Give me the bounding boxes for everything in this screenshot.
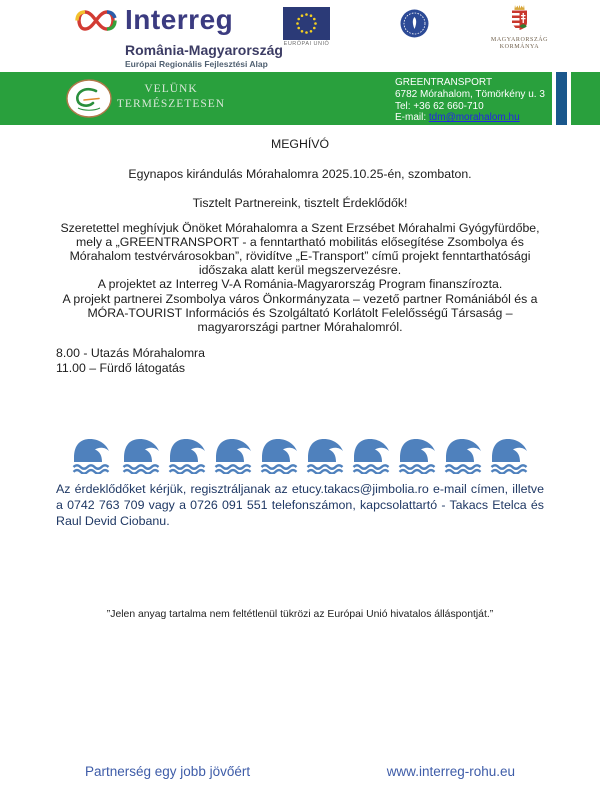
interreg-program-text: România-Magyarország <box>125 42 283 58</box>
interreg-logo <box>73 5 283 70</box>
eu-disclaimer: ”Jelen anyag tartalma nem feltétlenül tükrözi az Európai Unió hivatalos álláspontját.” <box>106 608 494 620</box>
schedule-item-1: 8.00 - Utazás Mórahalomra <box>56 346 205 361</box>
schedule-item-2: 11.00 – Fürdő látogatás <box>56 361 185 376</box>
wave-icon <box>443 436 483 474</box>
eu-flag-label: EURÓPAI UNIÓ <box>283 41 330 47</box>
interreg-brand-text: Interreg <box>125 4 234 35</box>
contact-email-label: E-mail: <box>395 112 429 124</box>
event-subtitle: Egynapos kirándulás Mórahalomra 2025.10.25-én, szombaton. <box>128 167 472 182</box>
eu-flag-icon <box>283 7 330 40</box>
hungary-coat-of-arms-icon <box>508 19 531 36</box>
banner-green-stripe <box>571 72 600 125</box>
wave-icon <box>397 436 437 474</box>
contact-block <box>395 77 545 124</box>
wave-icon <box>489 436 529 474</box>
contact-email-link[interactable]: tdm@morahalom.hu <box>428 112 520 124</box>
paragraph-invitation: Szeretettel meghívjuk Önöket Mórahalomra a Szent Erzsébet Mórahalmi Gyógyfürdőbe, mely a „GREENTRANSPORT - a fenntartható mobilitás elősegítése Zsombolya és Mórahalom testvérvárosokban”, rövidítve „E-Transport” című projekt fenntarthatósági időszaka alatt kerül megszervezésre. <box>60 220 540 278</box>
contact-org: GREENTRANSPORT <box>395 77 493 88</box>
wave-row <box>0 436 600 474</box>
banner-tagline <box>116 82 226 112</box>
schedule-list <box>0 346 600 376</box>
document-body <box>0 137 600 622</box>
contact-address: 6782 Mórahalom, Tömörkény u. 3 <box>395 88 545 100</box>
footer <box>0 764 600 779</box>
wave-icon <box>121 436 161 474</box>
eu-flag-block <box>283 7 330 47</box>
hungary-government-logo <box>477 3 562 51</box>
contact-email-line <box>395 112 545 124</box>
hu-gov-label-line2: KORMÁNYA <box>499 44 540 50</box>
tagline-line2: TERMÉSZETESEN <box>116 98 226 110</box>
hu-gov-label-line1: MAGYARORSZÁG <box>490 37 549 43</box>
footer-slogan: Partnerség egy jobb jövőért <box>85 764 251 779</box>
footer-website: www.interreg-rohu.eu <box>386 764 515 779</box>
interreg-swirl-icon <box>73 5 119 42</box>
contact-tel: Tel: +36 62 660-710 <box>395 100 484 112</box>
wave-icon <box>213 436 253 474</box>
document-title: MEGHÍVÓ <box>270 137 330 151</box>
registration-paragraph: Az érdeklődőket kérjük, regisztráljanak az etucy.takacs@jimbolia.ro e-mail címen, illetve a 0742 763 709 vagy a 0726 091 551 telefonszámon, kapcsolattartó - Takacs Etelca és Raul Devid Ciobanu. <box>56 481 544 528</box>
paragraph-partners: A projekt partnerei Zsombolya város Önkormányzata – vezető partner Romániából és a MÓRA-TOURIST Információs és Szolgáltató Korlátolt Felelősségű Társaság – magyarországi partner Mórahalomról. <box>62 291 538 335</box>
wave-icon <box>71 436 111 474</box>
wave-icon <box>305 436 345 474</box>
wave-icon <box>351 436 391 474</box>
wave-icon <box>259 436 299 474</box>
tagline-line1: VELÜNK <box>144 83 198 95</box>
green-banner <box>0 72 600 125</box>
salutation: Tisztelt Partnereink, tisztelt Érdeklődők! <box>192 196 408 211</box>
paragraph-financing: A projektet az Interreg V-A Románia-Magyarország Program finanszírozta. <box>97 277 503 292</box>
interreg-erdf-text: Európai Regionális Fejlesztési Alap <box>125 59 268 69</box>
header <box>0 0 600 72</box>
banner-blue-stripe <box>556 72 567 125</box>
romania-government-seal-icon <box>400 9 429 38</box>
greentransport-oval-logo-icon <box>66 79 112 118</box>
wave-icon <box>167 436 207 474</box>
